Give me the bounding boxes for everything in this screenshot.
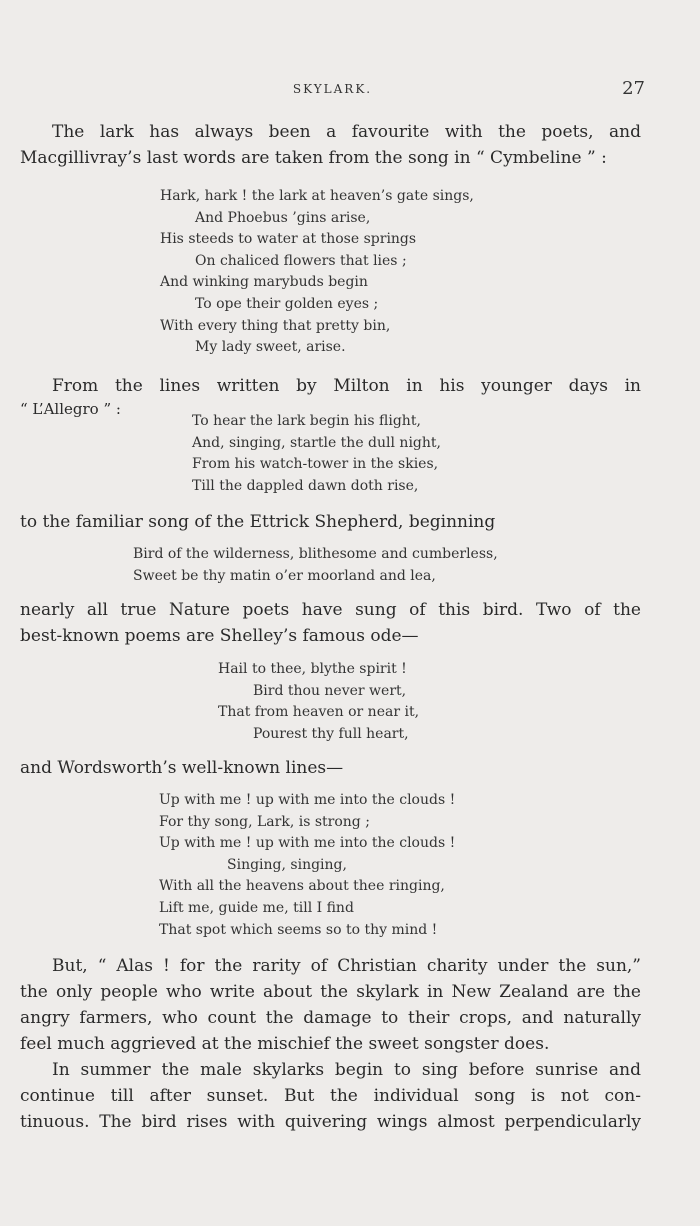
verse-line: His steeds to water at those springs	[160, 231, 417, 248]
verse-line: Bird thou never wert,	[253, 682, 407, 699]
running-head: SKYLARK.	[292, 82, 373, 96]
verse-line: Sweet be thy matin o’er moorland and lea,	[133, 567, 436, 584]
verse-line: Bird of the wilderness, blithesome and cumberless,	[133, 546, 498, 562]
verse-line: My lady sweet, arise.	[195, 339, 346, 356]
verse-line: And Phoebus ’gins arise,	[195, 209, 371, 226]
paragraph-shelley	[20, 597, 641, 649]
paragraph-wordsworth	[20, 755, 641, 781]
paragraph-line: But, “ Alas ! for the rarity of Christian charity under the sun,”	[52, 956, 641, 976]
paragraph-line: and Wordsworth’s well-known lines—	[20, 758, 344, 778]
paragraph-ettrick	[20, 509, 641, 535]
verse-line: Up with me ! up with me into the clouds !	[159, 792, 456, 808]
page-number: 27	[622, 78, 645, 99]
verse-line: And winking marybuds begin	[160, 274, 368, 291]
paragraph-line: to the familiar song of the Ettrick Shepherd, beginning	[20, 512, 496, 532]
paragraph-summer	[20, 1057, 641, 1135]
verse-line: Pourest thy full heart,	[253, 725, 409, 742]
verse-line: Lift me, guide me, till I find	[159, 899, 354, 916]
paragraph-line: “ L’Allegro ” :	[20, 400, 121, 418]
paragraph-line: continue till after sunset. But the individual song is not con-	[20, 1086, 641, 1106]
verse-line: That from heaven or near it,	[218, 704, 420, 721]
verse-line: With all the heavens about thee ringing,	[159, 878, 445, 895]
verse-line: On chaliced flowers that lies ;	[195, 252, 407, 269]
verse-cymbeline	[160, 186, 474, 359]
verse-shelley	[218, 659, 419, 745]
verse-allegro	[192, 411, 441, 497]
paragraph-line: Macgillivray’s last words are taken from the song in “ Cymbeline ” :	[20, 148, 607, 168]
paragraph-line: In summer the male skylarks begin to sing before sunrise and	[52, 1060, 641, 1080]
paragraph-line: The lark has always been a favourite with the poets, and	[52, 122, 641, 142]
paragraph-intro	[20, 119, 641, 171]
paragraph-line: From the lines written by Milton in his younger days in	[52, 376, 641, 396]
verse-line: Up with me ! up with me into the clouds !	[159, 835, 456, 852]
page-header	[20, 78, 645, 100]
verse-wordsworth	[159, 790, 455, 941]
verse-line: For thy song, Lark, is strong ;	[159, 813, 370, 830]
verse-line: With every thing that pretty bin,	[160, 317, 391, 334]
verse-line: From his watch-tower in the skies,	[192, 456, 439, 473]
paragraph-line: nearly all true Nature poets have sung of this bird. Two of the	[20, 600, 641, 620]
paragraph-line: tinuous. The bird rises with quivering wings almost perpendicularly	[20, 1112, 641, 1132]
paragraph-farmers	[20, 953, 641, 1057]
paragraph-line: angry farmers, who count the damage to their crops, and naturally	[20, 1008, 641, 1028]
verse-line: Singing, singing,	[227, 856, 347, 873]
verse-line: Hark, hark ! the lark at heaven’s gate sings,	[160, 188, 474, 204]
verse-line: To ope their golden eyes ;	[195, 295, 379, 312]
verse-ettrick	[133, 544, 498, 587]
verse-line: To hear the lark begin his flight,	[192, 413, 421, 429]
verse-line: Hail to thee, blythe spirit !	[218, 661, 407, 677]
paragraph-line: the only people who write about the skylark in New Zealand are the	[20, 982, 641, 1002]
verse-line: Till the dappled dawn doth rise,	[192, 477, 419, 494]
paragraph-line: feel much aggrieved at the mischief the sweet songster does.	[20, 1034, 550, 1054]
verse-line: And, singing, startle the dull night,	[192, 434, 441, 451]
verse-line: That spot which seems so to thy mind !	[159, 921, 438, 938]
paragraph-line: best-known poems are Shelley’s famous ode—	[20, 626, 419, 646]
